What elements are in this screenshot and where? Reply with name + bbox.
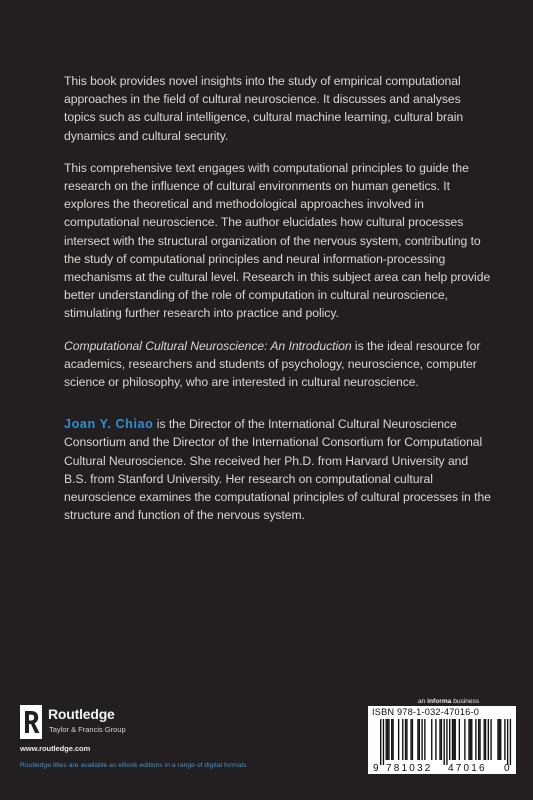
blurb xyxy=(64,72,494,538)
barcode-bar xyxy=(421,719,422,760)
barcode-bar xyxy=(497,719,498,760)
author-bio xyxy=(64,415,494,524)
barcode-bar xyxy=(499,719,500,760)
barcode-bar xyxy=(380,719,381,765)
barcode-bar xyxy=(383,719,384,765)
barcode-bar xyxy=(387,719,388,760)
barcode-bar xyxy=(484,719,485,760)
barcode-bar xyxy=(386,719,387,760)
barcode-bar xyxy=(470,719,471,760)
barcode-bar xyxy=(398,719,399,760)
barcode-bar xyxy=(500,719,501,760)
barcode-digit-first: 9 xyxy=(373,763,379,773)
barcode-bar xyxy=(507,719,508,765)
blurb-paragraph-3 xyxy=(64,337,494,392)
publisher-name: Routledge xyxy=(48,706,115,722)
isbn-label: ISBN 978-1-032-47016-0 xyxy=(372,707,480,717)
informa-business-tag xyxy=(418,698,479,705)
barcode-bar xyxy=(410,719,411,760)
barcode-bars xyxy=(380,719,511,765)
routledge-r-logo-icon xyxy=(20,705,42,739)
isbn-barcode-box xyxy=(368,706,516,774)
blurb-paragraph-3-rest: is the ideal resource for academics, researchers and students of psychology, neuroscience, computer science or philosophy, who are interested in cultural neuroscience. xyxy=(64,338,481,390)
barcode-bar xyxy=(406,719,407,760)
barcode-bar xyxy=(388,719,389,760)
barcode-bar xyxy=(459,719,460,760)
blurb-paragraph-2: This comprehensive text engages with computational principles to guide the research on the influence of cultural environments on human genetics. It explores the theoretical and methodological approaches involved in computational neuroscience. The author elucidates how cultural processes intersect with the structural organization of the nervous system, contributing to the study of computational principles and neural information-processing mechanisms at the cultural level. Research in this subject area can help provide better understanding of the role of computation in cultural neuroscience, stimulating further research into practice and policy. xyxy=(64,160,491,321)
publisher-group: Taylor & Francis Group xyxy=(49,725,126,734)
barcode-bar xyxy=(402,719,403,760)
barcode-bar xyxy=(446,719,447,765)
informa-brand: informa xyxy=(427,698,452,705)
publisher-block xyxy=(20,703,240,753)
barcode-bar xyxy=(405,719,406,760)
barcode-bar xyxy=(471,719,472,760)
barcode-bar xyxy=(468,719,469,760)
barcode-bar xyxy=(439,719,440,760)
barcode-bar xyxy=(412,719,413,760)
barcode-digit-last: 0 xyxy=(504,763,510,773)
barcode-bar xyxy=(392,719,393,760)
barcode-bar xyxy=(449,719,450,760)
barcode-bar xyxy=(443,719,444,765)
barcode-bar xyxy=(452,719,453,760)
barcode-bar xyxy=(504,719,505,760)
author-name: Joan Y. Chiao xyxy=(64,417,154,432)
barcode-bar xyxy=(431,719,432,760)
blurb-paragraph-1: This book provides novel insights into the study of empirical computational approaches in the field of cultural neuroscience. It discusses and analyses topics such as cultural intelligence, cultural machine learning, cultural brain dynamics and cultural security. xyxy=(64,74,464,143)
barcode-bar xyxy=(478,719,479,760)
barcode-bar xyxy=(417,719,418,760)
barcode-bar xyxy=(464,719,465,760)
book-title-italic: Computational Cultural Neuroscience: An Introduction xyxy=(64,338,352,353)
barcode-digits-left: 781032 xyxy=(386,763,433,773)
barcode-bar xyxy=(488,719,489,760)
barcode-bar xyxy=(455,719,456,760)
informa-prefix: an xyxy=(418,698,428,705)
barcode-bar xyxy=(391,719,392,760)
barcode-bar xyxy=(424,719,425,760)
barcode-bar xyxy=(475,719,476,760)
author-bio-text: is the Director of the International Cultural Neuroscience Consortium and the Director of the International Consortium for Computational Cultural Neuroscience. She received her Ph.D. from Harvard University and B.S. from Stanford University. Her research on computational cultural neuroscience examines the computational principles of cultural processes in the structure and function of the nervous system. xyxy=(64,417,491,523)
barcode xyxy=(370,719,514,773)
barcode-bar xyxy=(490,719,491,760)
barcode-bar xyxy=(453,719,454,760)
barcode-bar xyxy=(485,719,486,760)
publisher-url[interactable]: www.routledge.com xyxy=(20,744,91,753)
barcode-bar xyxy=(419,719,420,760)
barcode-digits-right: 47016 xyxy=(448,763,487,773)
barcode-bar xyxy=(441,719,442,760)
barcode-bar xyxy=(435,719,436,760)
barcode-bar xyxy=(510,719,511,765)
informa-suffix: business xyxy=(451,698,480,705)
barcode-bar xyxy=(479,719,480,760)
ebook-note: Routledge titles are available as eBook editions in a range of digital formats xyxy=(20,762,247,769)
